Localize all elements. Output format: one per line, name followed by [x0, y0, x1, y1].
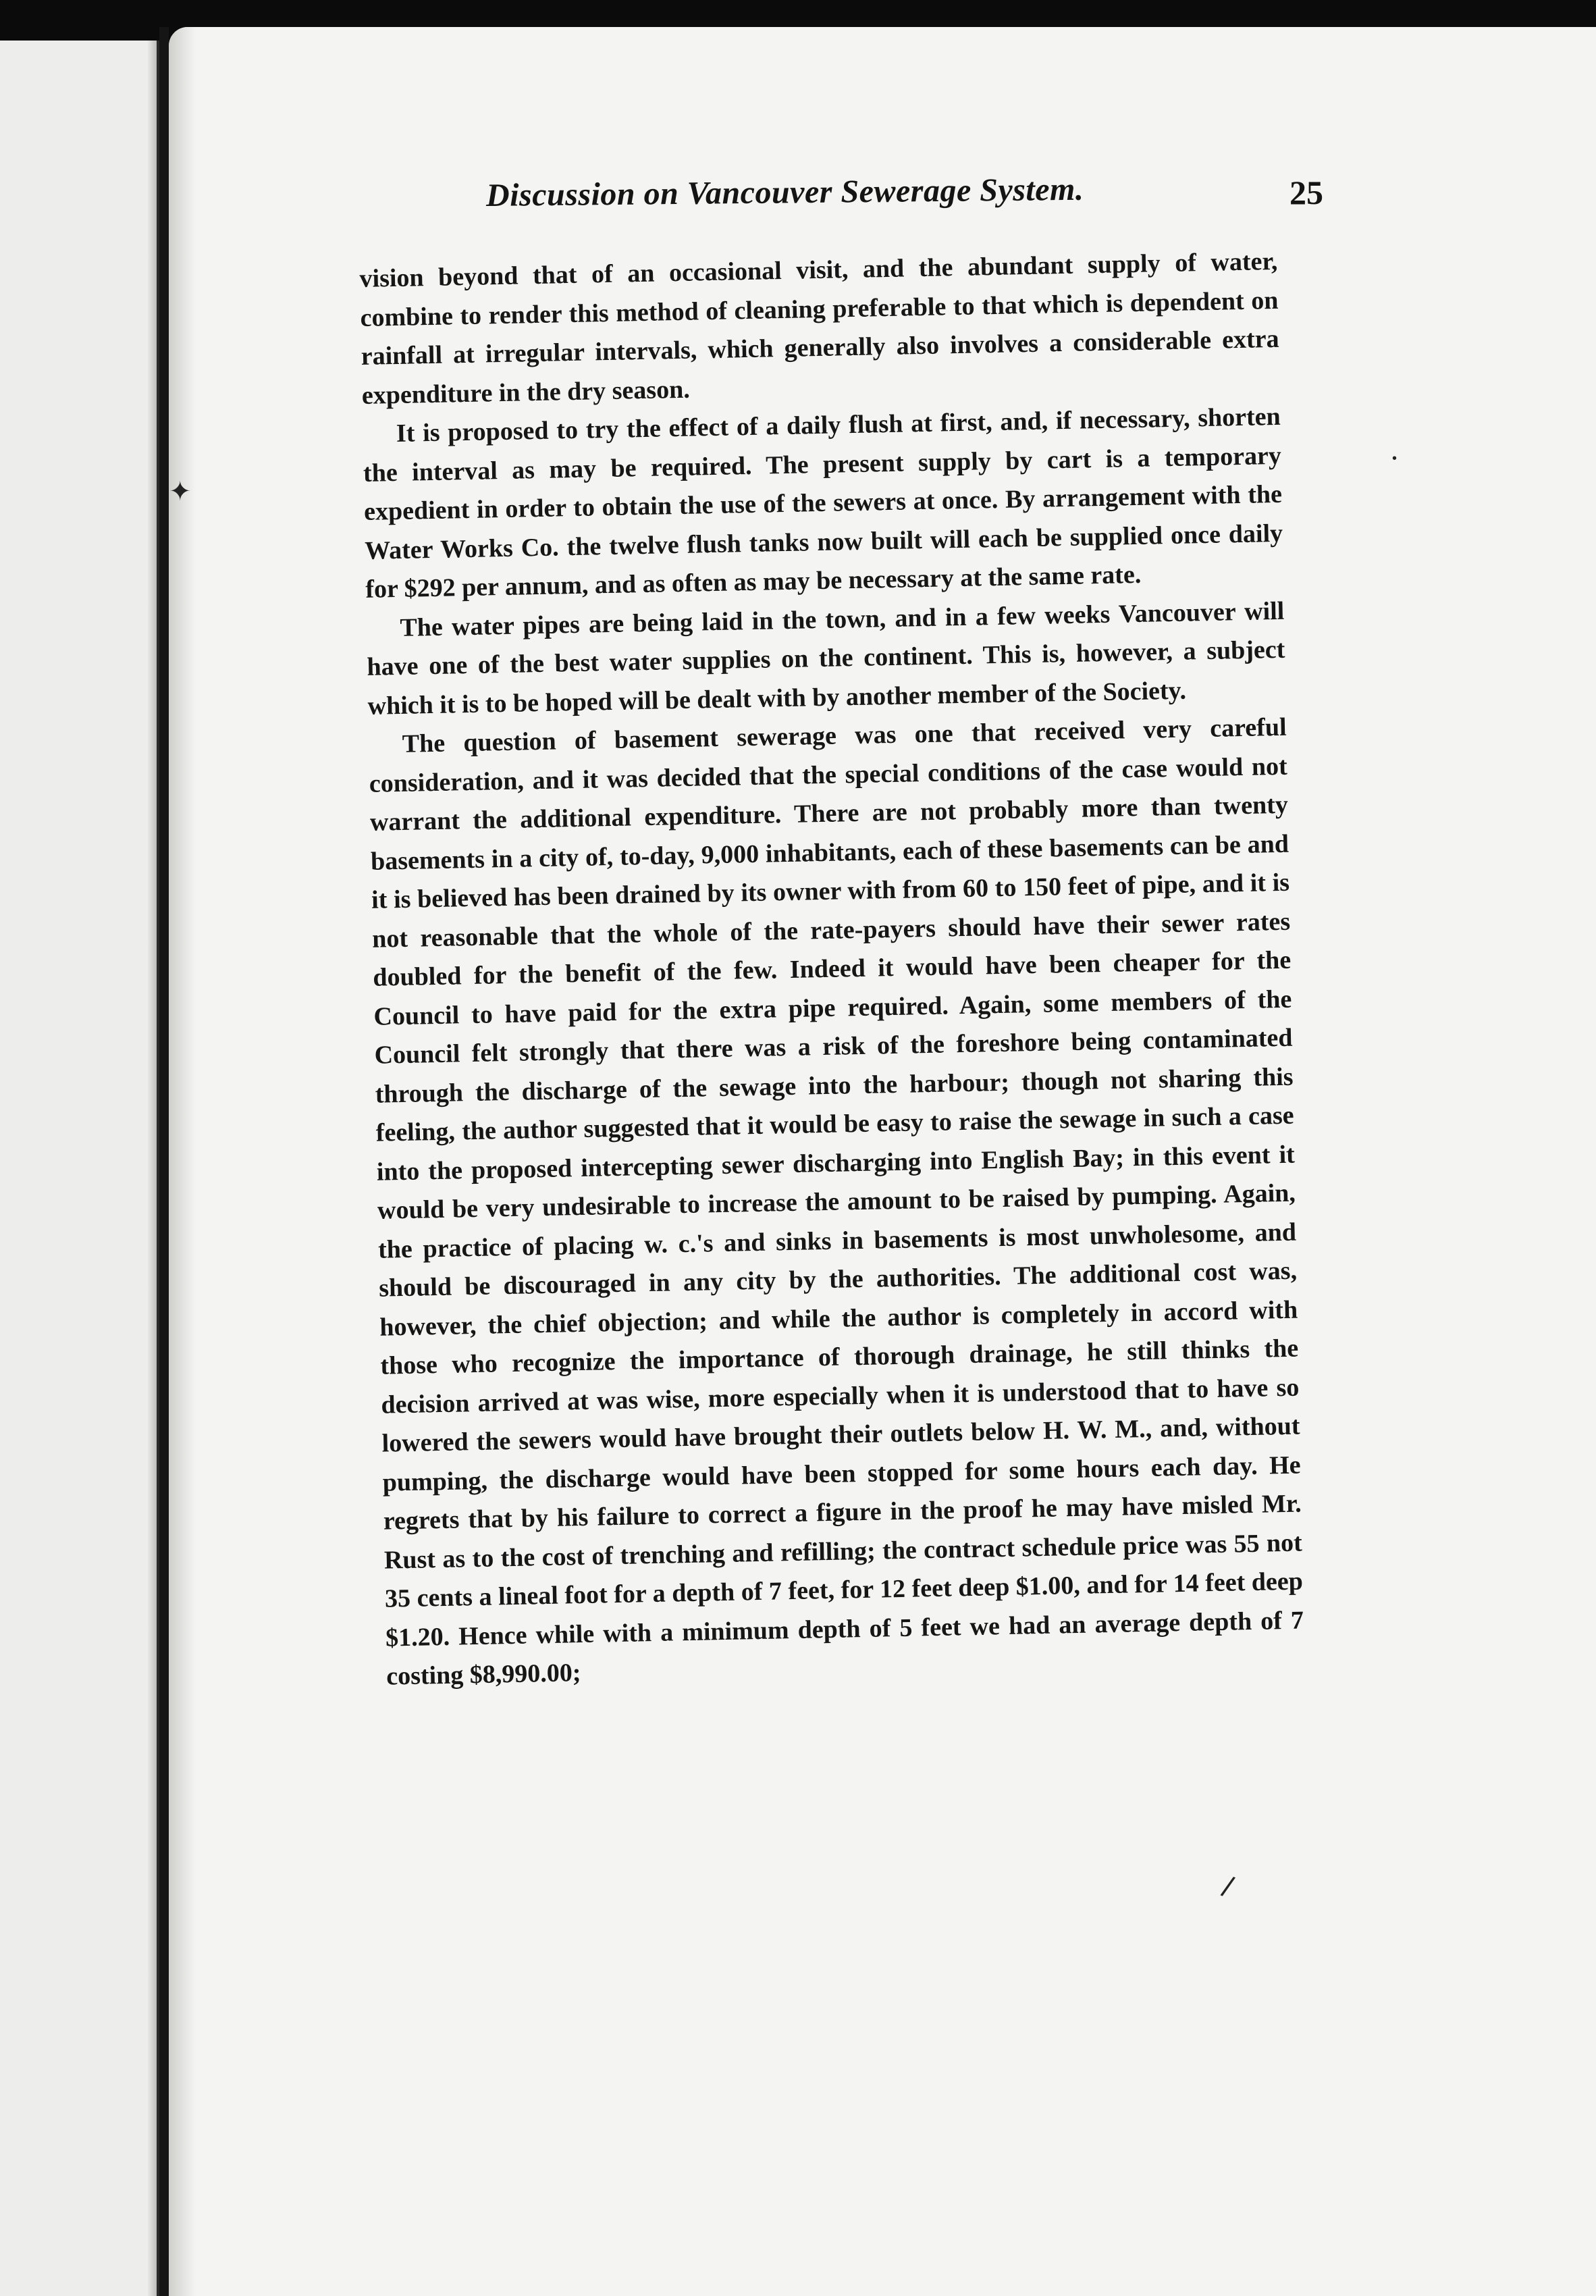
margin-tick: /	[1218, 1870, 1238, 1904]
margin-mark: ✦	[169, 477, 192, 506]
paragraph: The water pipes are being laid in the town, and in a few weeks Vancouver will have one of the best water supplies on the continent. This is, however, a subject which it is to be hoped will be dealt with by another member of the Society.	[367, 596, 1285, 721]
page-fold-shadow	[169, 27, 196, 2296]
margin-speck: •	[1392, 451, 1398, 466]
paragraph: The question of basement sewerage was one that received very careful consideration, and it was decided that the special conditions of the case would not warrant the additional expenditure. There are not probably more than twenty basements in a city of, to-day, 9,000 inhabitants, each of these basements can be and it is believed has been drained by its owner with from 60 to 150 feet of pipe, and it is not reasonable that the whole of the rate-payers should have their sewer rates doubled for the benefit of the few. Indeed it would have been cheaper for the Council to have paid for the extra pipe required. Again, some members of the Council felt strongly that there was a risk of the foreshore being contaminated through the discharge of the sewage into the harbour; though not sharing this feeling, the author suggested that it would be easy to raise the sewage in such a case into the proposed intercepting sewer discharging into English Bay; in this event it would be very undesirable to increase the amount to be raised by pumping. Again, the practice of placing w. c.'s and sinks in basements is most unwholesome, and should be discouraged in any city by the authorities. The additional cost was, however, the chief objection; and while the author is completely in accord with those who recognize the importance of thorough drainage, he still thinks the decision arrived at was wise, more especially when it is understood that to have so lowered the sewers would have brought their outlets below H. W. M., and, without pumping, the discharge would have been stopped for some hours each day. He regrets that by his failure to correct a figure in the proof he may have misled Mr. Rust as to the cost of trenching and refilling; the contract schedule price was 55 not 35 cents a lineal foot for a depth of 7 feet, for 12 feet deep $1.00, and for 14 feet deep $1.20. Hence while with a minimum depth of 5 feet we had an average depth of 7 costing $8,990.00;	[369, 712, 1304, 1691]
running-head	[485, 171, 1323, 231]
page-number: 25	[1289, 174, 1323, 211]
body-text	[359, 242, 1305, 1696]
paragraph: It is proposed to try the effect of a daily flush at first, and, if necessary, shorten the interval as may be required. The present supply by cart is a temporary expedient in order to obtain the use of the sewers at once. By arrangement with the Water Works Co. the twelve flush tanks now built will each be supplied once daily for $292 per annum, and as often as may be necessary at the same rate.	[363, 402, 1283, 604]
paragraph: vision beyond that of an occasional visit, and the abundant supply of water, combine to render this method of cleaning preferable to that which is dependent on rainfall at irregular intervals, which generally also involves a considerable extra expenditure in the dry season.	[359, 246, 1279, 410]
running-title: Discussion on Vancouver Sewerage System.	[485, 171, 1084, 213]
facing-page-edge	[0, 41, 161, 2296]
facing-page-shadow	[147, 41, 157, 2296]
book-gutter	[159, 27, 169, 2296]
